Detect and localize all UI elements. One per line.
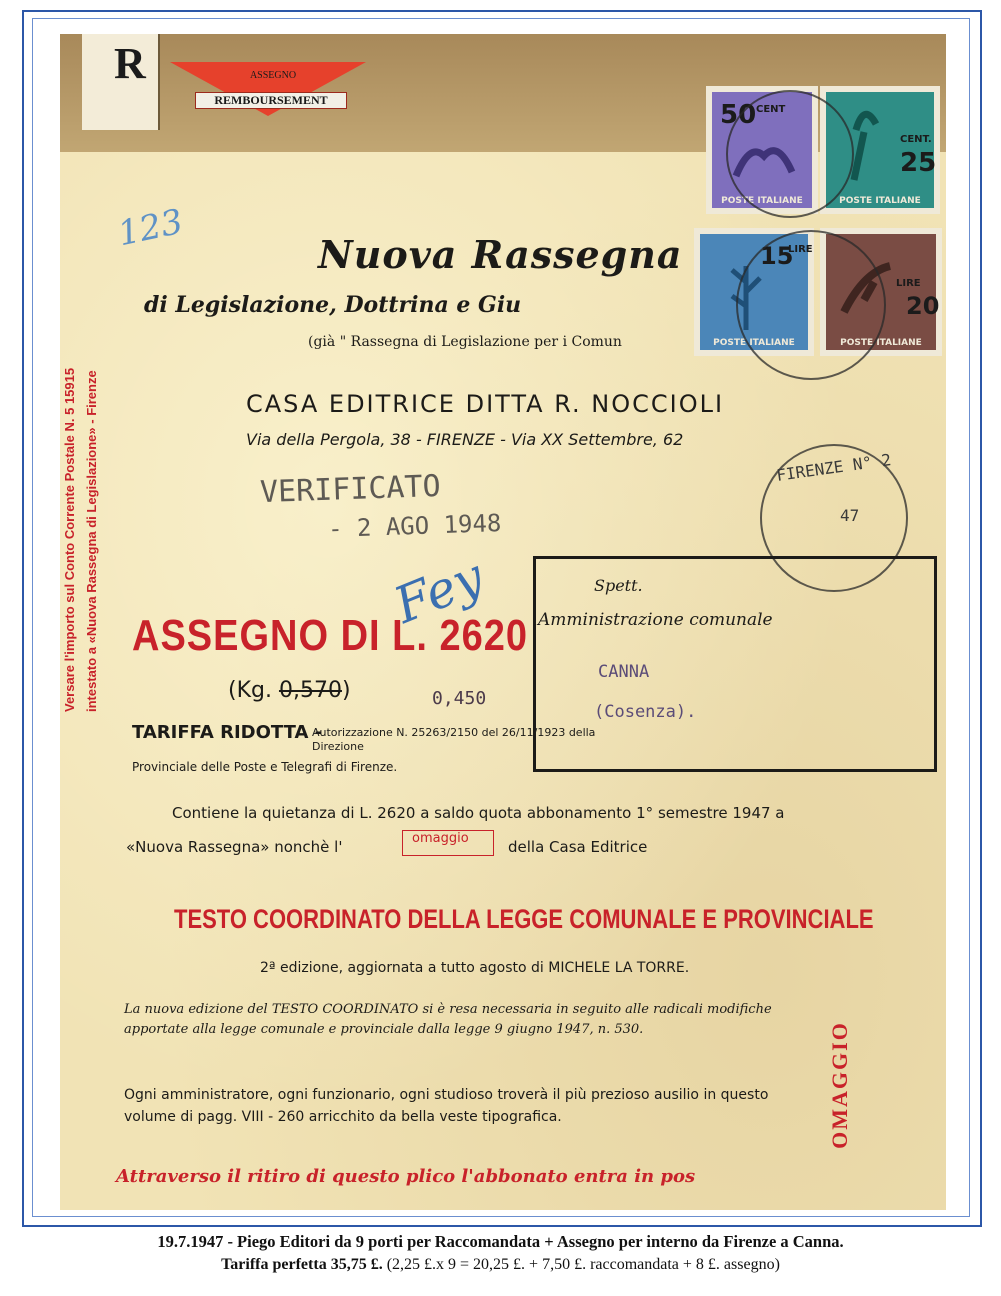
weight-line — [228, 678, 351, 703]
caption-calc: (2,25 £.x 9 = 20,25 £. + 7,50 £. raccomandata + 8 £. assegno) — [382, 1256, 780, 1273]
cod-label-line2: REMBOURSEMENT — [195, 92, 347, 109]
postmark-text: FIRENZE N° 2 — [775, 450, 893, 485]
weight-suffix: ) — [341, 678, 351, 703]
contents-line2b: della Casa Editrice — [508, 838, 648, 856]
side-text-line2: intestato a «Nuova Rassegna di Legislazione» - Firenze — [84, 370, 99, 712]
stamp-value: 50 — [720, 100, 757, 130]
cover-sheet — [60, 34, 946, 1210]
recipient-province: (Cosenza). — [594, 702, 697, 722]
stamp-country: POSTE ITALIANE — [839, 196, 921, 206]
gift-word: omaggio — [412, 831, 469, 846]
publisher-address: Via della Pergola, 38 - FIRENZE - Via XX Settembre, 62 — [246, 430, 684, 449]
registered-letter: R — [114, 39, 146, 88]
cod-label-line1: ASSEGNO — [249, 70, 297, 81]
cod-amount: ASSEGNO DI L. 2620 — [132, 612, 529, 661]
postmark-circle-1 — [726, 90, 854, 218]
edition-line: 2ª edizione, aggiornata a tutto agosto di MICHELE LA TORRE. — [260, 960, 690, 976]
contents-line1: Contiene la quietanza di L. 2620 a saldo quota abbonamento 1° semestre 1947 a — [172, 804, 785, 822]
stamp-country: POSTE ITALIANE — [721, 196, 803, 206]
blue-handwriting: Fey — [386, 547, 492, 635]
recipient-name: Amministrazione comunale — [538, 610, 773, 630]
side-gift-text: OMAGGIO — [827, 1021, 852, 1149]
stamp-country: POSTE ITALIANE — [713, 338, 795, 348]
stamp-value: 15 — [760, 242, 794, 270]
caption-tariff: Tariffa perfetta 35,75 £. — [221, 1256, 383, 1273]
everyone-paragraph: Ogni amministratore, ogni funzionario, ogni studioso troverà il più prezioso ausilio in questo volume di pagg. VIII - 260 arricchito da bella veste tipografica. — [124, 1087, 769, 1125]
postmark-circle-2 — [736, 230, 886, 380]
footer-red-line: Attraverso il ritiro di questo plico l'abbonato entra in pos — [116, 1166, 696, 1187]
stamp-unit: LIRE — [788, 244, 813, 255]
tariff-authorization: Autorizzazione N. 25263/2150 del 26/11/1923 della Direzione — [312, 726, 596, 753]
weight-prefix: (Kg. — [228, 678, 279, 703]
handwritten-number: 123 — [114, 201, 187, 255]
masthead-subtitle: di Legislazione, Dottrina e Giu — [144, 292, 522, 318]
new-edition-paragraph: La nuova edizione del TESTO COORDINATO si è resa necessaria in seguito alle radicali modifiche apportate alla legge comunale e provinciale dalla legge 9 giugno 1947, n. 530. — [124, 1002, 772, 1037]
verified-date: - 2 AGO 1948 — [327, 508, 502, 544]
weight-old: 0,570 — [278, 678, 342, 703]
masthead-title: Nuova Rassegna — [318, 232, 683, 277]
gift-title: TESTO COORDINATO DELLA LEGGE COMUNALE E PROVINCIALE — [174, 904, 874, 934]
weight-new: 0,450 — [432, 688, 487, 709]
recipient-salutation: Spett. — [594, 576, 643, 595]
postmark-date: 47 — [840, 506, 860, 525]
side-gift-stamp — [820, 1000, 860, 1180]
stamp-value: 25 — [900, 148, 937, 178]
side-text-line1: Versare l'importo sul Conto Corrente Postale N. 5 15915 — [62, 367, 77, 712]
publisher-name: CASA EDITRICE DITTA R. NOCCIOLI — [246, 390, 725, 418]
contents-line2a: «Nuova Rassegna» nonchè l' — [126, 838, 343, 856]
side-payment-text — [62, 134, 99, 712]
recipient-town: CANNA — [598, 662, 650, 682]
tariff-label: TARIFFA RIDOTTA - — [132, 722, 323, 743]
verified-stamp: VERIFICATO — [259, 468, 442, 511]
stamp-unit: CENT — [756, 104, 786, 115]
stamp-unit: LIRE — [896, 278, 921, 289]
registered-label — [82, 34, 160, 130]
stamp-value: 20 — [906, 292, 940, 320]
stamp-country: POSTE ITALIANE — [840, 338, 922, 348]
album-caption-line2 — [0, 1256, 1001, 1274]
album-caption-line1: 19.7.1947 - Piego Editori da 9 porti per Raccomandata + Assegno per interno da Firenze a Canna. — [157, 1232, 844, 1251]
stamp-unit: CENT. — [900, 134, 932, 145]
masthead-former-name: (già " Rassegna di Legislazione per i Comun — [308, 334, 622, 350]
tariff-office: Provinciale delle Poste e Telegrafi di Firenze. — [132, 760, 398, 774]
